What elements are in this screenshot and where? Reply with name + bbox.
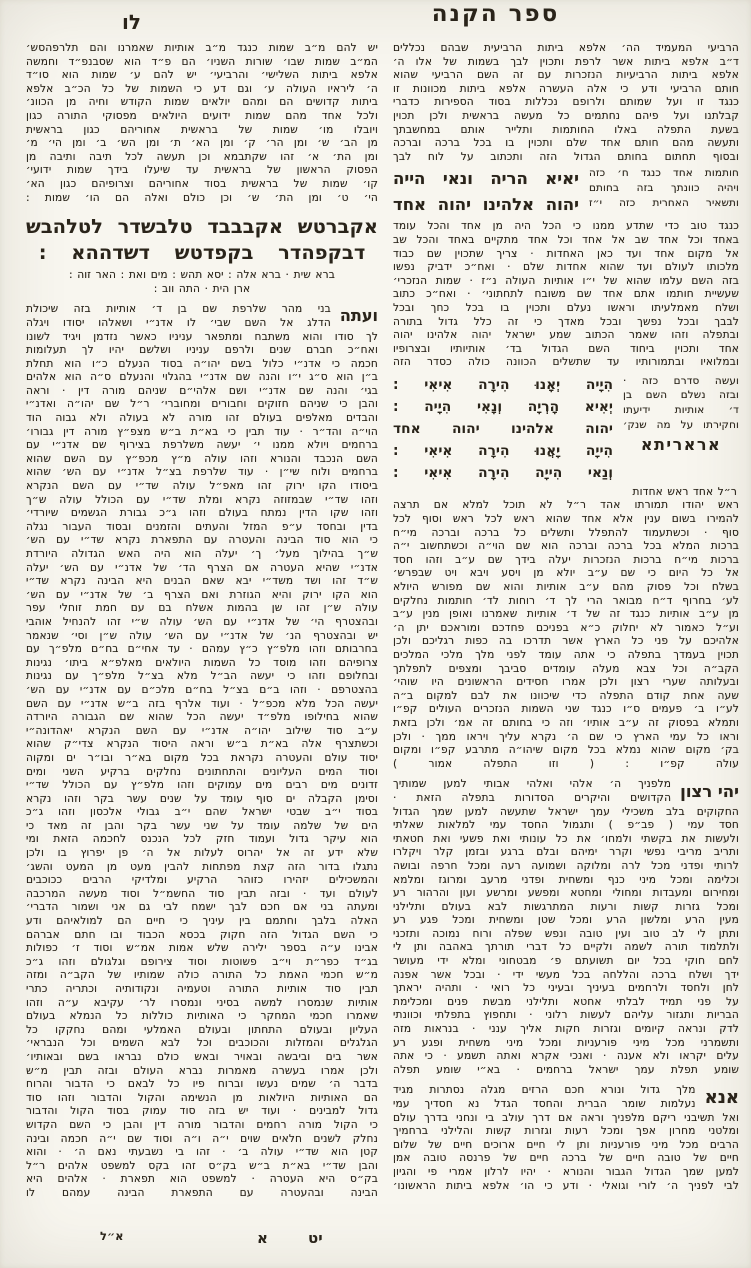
- text-line: שומע תפלת עמך ישראל ברחמים · בא״י שומע תפלה: [393, 1063, 739, 1076]
- text-line: סוף · וכשתעמוד להתפלל ותשלים כל ברכה וברכה מי״ח: [393, 526, 739, 539]
- text-line: כי הוא סוד הבינה והעטרה עם התפארת נקרא שד״י עם הש׳: [26, 534, 378, 547]
- text-line: ראש יהודו תמורתו אהד ר״ל לא תוכל למלא אם תרצה: [393, 499, 739, 512]
- text-line: הבינה ובהעטרה עם התפארת הבינה עמהם לו: [26, 1186, 378, 1199]
- text-line: הרבים מכל מיני פורעניות ותן לי חיים ארוכים חיים של שלום: [393, 1138, 739, 1151]
- ehad-body: [393, 499, 739, 771]
- text-line: להמירו בשום ענין אלא אחד שהוא ראש לכל ראש וסוף לכל: [393, 513, 739, 526]
- text-line: מלפניך ה׳ אלהי ואלהי אבותי למען שמותיך: [393, 778, 672, 791]
- text-line: עולה ש״ן זהו שן בהמות אשלח בם עם חמת זוחלי עפר: [26, 602, 378, 615]
- text-line: ותעשה מהם חותם אחד שלם ותכוין בו בכל ברכה וברכה: [393, 137, 739, 150]
- text-line: יְאִיא הָרְיָה וְנָאִי הִיָיה :: [393, 398, 613, 415]
- text-line: בדבר ה׳ שמים נעשו וברוח פיו כל לבאם כי הדבור והרוח: [26, 1078, 378, 1091]
- text-line: הקדושים והיקרים הסדורות בתפלה הזאת ·: [393, 791, 672, 804]
- text-line: ומכל גזרות קשות ורעות המתרגשות לבא בעולם ותלילני: [393, 900, 739, 913]
- text-line: אדנ״י שהיא העטרה אם הצרף הד׳ של אדנ״י עם הש׳ יעלה: [26, 561, 378, 574]
- seal-side-note: [589, 166, 739, 218]
- folio-number: לו: [122, 10, 141, 34]
- text-line: ואל תשיבני ריקם מלפניך וראה אם דרך עולב בי ונחני בדרך עולם: [393, 1111, 739, 1124]
- text-line: תבין סוד אותיות התורה וטעמיה ונקודותיה וכתריה כתרי: [26, 983, 378, 995]
- text-line: ויהיה כוונתך בזה בחותם: [589, 181, 739, 194]
- text-line: הוא עיקר גדול ועמוד חזק לכל הנכנס לחכמה הזאת ומי: [26, 833, 378, 846]
- text-line: וזהו שד״י שבמזוזה נקרא ומלת שד״י עם הכולל עולה ש״ך: [26, 493, 378, 506]
- text-line: ברחמים ולוח שי״ן · עוד שלרפת בצ״ל אדנ״י עם הש׳ שהוא: [26, 466, 378, 479]
- ehad-first-line: ר״ל אחד ראש אחדות: [632, 485, 737, 498]
- text-line: הים של שלמה עומד על שני עשר בקר והבן זה מאד כי: [26, 819, 378, 832]
- text-line: ובתפלה וזהו שאמר הכתוב שמע ישראל יהוה אלהינו יהוה: [393, 329, 739, 342]
- text-line: יהוה אלהינו יהוה אחד: [393, 420, 613, 437]
- shema-bold-lines: [393, 166, 579, 218]
- text-line: ותמלא בפסוק זה ע״ב אותיו׳ וזה כי בחותם זה אמ׳ ולכן בזאת: [393, 716, 739, 729]
- text-line: הבריות ותגזור עליהם לעשות רלוני · ותחפוץ בתפלתי וכוונתי: [393, 1009, 739, 1022]
- text-line: הִייָה יָאֲנוּ הִירָה אִיאִי :: [393, 442, 613, 459]
- text-line: והבן כי שניהם חזוקים וחבורים ומחוברי׳ ר״ל שם יהו״ה ואדנ״י: [26, 398, 378, 411]
- text-line: וחקירתו על מה שנק׳: [623, 418, 739, 431]
- text-line: מן ע״ב אותיות כנגד זה של ד׳ אותיות שאמרנו ואופן מנין ע״ב: [393, 608, 739, 621]
- text-line: ומלטני מחרון אפך ומכל רעות וגזרות קשות והלילני ברחמיך: [393, 1125, 739, 1138]
- text-line: שאמרו חכמי המחקר כי האותיות כוללות כל הנמלא בעולם: [26, 1010, 378, 1023]
- text-line: בשעת התפלה באלו החותמות ותלייר אותם במחשבתך: [393, 123, 739, 136]
- text-line: הי׳ ט׳ ומן הת׳ ש׳ וכן כולם ואלה הם הו׳ שמות :: [26, 191, 378, 204]
- text-line: הִיָיה יְאָנוּ הִירָה אִיאִי :: [393, 376, 613, 393]
- veata-body: [26, 331, 378, 1201]
- text-line: אלהיכם על פני כל הארץ אשר תדרכו בה כפות רגליכם ולכן: [393, 635, 739, 648]
- cipher-heading-line1: אקברטש אקבבבד טלבשדר לטלהבש: [26, 215, 378, 239]
- text-line: יש להם מ״ב שמות כנגד מ״ב אותיות שאמרנו והם תלרפהסש׳: [26, 42, 378, 54]
- right-opening-paragraph: [393, 42, 739, 164]
- text-line: לך סודו והוא משתבח ומתפאר עניניו כאשר נזדמן ויגיד לשונו: [26, 330, 378, 343]
- text-line: בשלח וכל פסוק מהם ע״ב אותיות והוא שם מפורש היולא: [393, 581, 739, 594]
- text-line: על פני תמיד לבלתי אחטא ותלילני מבשת פנים ומכלימת: [393, 995, 739, 1008]
- quire-signature: יט: [308, 1229, 323, 1247]
- yehi-ratzon-prayer: [393, 778, 739, 1077]
- text-line: החקוקים בלב משכילי עמך ישראל שתעשה למען שמך הגדול: [393, 805, 739, 818]
- text-line: ביתות קדושים הם ומהם יולאים שמות הקודש וחיה מן הכוונ׳: [26, 96, 378, 109]
- text-line: אל כל היום כי שם ע״ב יולא מן ויסע ויבא ויט שבפרש׳: [393, 567, 739, 580]
- permutation-side-lines: [623, 374, 739, 432]
- text-line: תכוין בעמדך בתפלה כי אתה עומד לפני מלך מלכי המלכים: [393, 649, 739, 661]
- text-line: בסוד י״ב שבטי ישראל שהם י״ב גבולי אלכסון וזהו ג״כ: [26, 806, 378, 819]
- text-line: שהוא בחילופו מלפ״ד יעשה הכל שהוא שם הגבורה היורדה: [26, 711, 378, 724]
- text-line: ד״ב אלפא ביתות אשר לרפת ותכוין לבך בשמות של אלו ה׳: [393, 55, 739, 68]
- page-title: ספר הקנה: [431, 1, 560, 27]
- text-line: אשר בים וביבשה ובאויר ובאש כולם נבראו בשם ובאותיו׳: [26, 1050, 378, 1063]
- text-line: זדונים מים רבים מים עמוקים וזהו מלפ״ץ עם הכולל שד״י: [26, 779, 378, 792]
- text-line: הדלג אל השם שבי׳ לו אדנ״י ושאלהו יסודו ויגלה: [26, 316, 331, 329]
- text-line: ואח״כ חברם שנים ולרפם עניניו ושלשם יהיו לך תעלומות: [26, 344, 378, 357]
- text-line: מלכותו לעולם ועד שהוא אחדות שלם · ואח״כ ידביק נפשו: [393, 261, 739, 274]
- text-line: יש ובהצטרף הנ׳ של אדנ״י עם הש׳ עולה ש״ן וסי׳ שנאמר: [26, 629, 378, 642]
- text-line: ברחמים ויולא ממנו י׳ יעשה משלרפת בצירוף שם אדנ״י עם: [26, 439, 378, 452]
- text-line: מן הב׳ ש׳ ומן הר׳ ק׳ ומן הא׳ ת׳ ומן הש׳ ב׳ ומן הי׳ מ׳: [26, 137, 378, 150]
- text-line: קטן הוא שד״י עולה ב׳ · זהו בי נשבעתי נאם ה׳ · והוא: [26, 1146, 378, 1159]
- text-line: כנגד זו ועל שמותם ולרופם נכללות בסוד הספירות כדברי: [393, 96, 739, 109]
- text-line: ושלח מאמלעיתו וראשו נעלם ותכוין בו בכל כחך ובכל: [393, 301, 739, 314]
- text-line: בני מהר שלרפת שם בן ד׳ אותיות בזה שיכולת: [26, 303, 331, 316]
- text-line: הוי״ה והד״ר · עוד תבין כי בא״ת ב״ש מצפ״ץ מורה דין גבורו׳: [26, 425, 378, 438]
- left-column: [26, 42, 378, 1201]
- text-line: אל מקום אחד ועד כאן האחדות · צריך שתכוין שם כבוד: [393, 247, 739, 260]
- text-line: למען שמך הגדול הגבור והנורא · יהיו לרלון אמרי פי והגיון: [393, 1165, 739, 1178]
- text-line: חותמות אחד כנגד ח׳ כזה: [589, 167, 739, 180]
- text-line: ש״ך בהילוך מעל׳ ך׳ יעלה הוא היה האש הגדולה היורדת: [26, 548, 378, 560]
- text-line: נתגלו בדור הזה קצת מפתחות להבין מעט מן המעט והשג׳: [26, 860, 378, 873]
- text-line: ד׳ אותיות ידיעתו: [623, 404, 739, 417]
- cipher-heading: [26, 215, 378, 264]
- text-line: עלים יקראו ולא אענה · ואנכי אקרא ואתה תשמע · כי אתה: [393, 1050, 739, 1063]
- text-line: הרביעי המעמיד הה׳ אלפא ביתות הרביעית שבהם נכללים: [393, 42, 739, 54]
- text-line: ידך ושלח ברכה והללחה בכל מעשי ידי · ובכל אשר אפנה: [393, 968, 739, 981]
- text-line: וכשתצרף אלה בא״ת ב״ש וראה היסוד הנקרא צדי״ק שהוא: [26, 738, 378, 751]
- text-line: וסימן הקבלה ים סוף עומד על שנים עשר בקר וזהו נקרא: [26, 792, 378, 805]
- yehi-ratzon-intro: [393, 778, 671, 805]
- text-line: ולכל אחד מהם שמות ידועים היולאים מפסוקי התורה כגון: [26, 109, 378, 122]
- permutation-side-note: [623, 374, 739, 484]
- text-line: ותתן לי לב טוב ועין טובה ונפש שפלה ורוח נמוכה ותזכני: [393, 927, 739, 940]
- text-line: וסוד המים העליונים והתחתונים נחלקים ברקיע השני ומים: [26, 765, 378, 778]
- text-line: צרופיהם וזהו מוסד כל השמות היולאים מאלפ״א ביתו׳ נגינות: [26, 656, 378, 669]
- text-line: ותריב מריבי נפשי וקרר ימיהם ובלם ברגע ובזמן קלר ויקלרו: [393, 846, 739, 859]
- text-line: ומחירום ומעבדות ומחולי ומחטא ומפשע ומרשע ועון והרהור רע: [393, 887, 739, 900]
- ararita-heading: אראריתא: [640, 435, 722, 455]
- permutation-lines: [393, 374, 613, 484]
- text-line: לחן ולחסד ולרחמים בעיניך ובעיני כל רואי · ותהיה יראתך: [393, 982, 739, 995]
- ana-body: [393, 1112, 739, 1194]
- text-line: חותם הרביעי ודע כי אלה העשרה אלפא ביתות מכוונות זו: [393, 82, 739, 95]
- sheet-signature: א: [257, 1229, 268, 1247]
- text-line: כי הקול מורה רחמים והדבור מורה דין והבן כי השם הקדוש: [26, 1118, 378, 1131]
- text-line: ויובלו מו׳ שמות של בראשית אחוריהם כגון בראשית: [26, 123, 378, 136]
- text-line: ביסודו הקו ירוק זהו מאפ״ל עולה שד״י עם השם הנקרא: [26, 480, 378, 493]
- text-line: אלפא ביתות הרביעיות הנזכרות עם זה השם הרביעי שהוא: [393, 69, 739, 82]
- veata-intro: [26, 303, 331, 330]
- text-line: בזה השם עלמו שהוא של י״ו אותיות העולה נ״ז · שמות הנזכרי׳: [393, 274, 739, 287]
- text-line: בג״ד כפר״ת וי״ב פשוטות וסוד צירופם וגלגולם וזהו ג״כ: [26, 955, 378, 968]
- text-line: בגי׳ והנה שם אדנ״י ושם אלהי״ם שניהם מורה דין · וראה: [26, 384, 378, 397]
- text-line: מ״ש חכמי האמת כל התורה כולה שמותיו של הקב״ה ומזה: [26, 969, 378, 982]
- text-line: לרותי ופדני מכל לרה ומלוקה ושמועה רעה ומכל חרפה ובושה: [393, 859, 739, 872]
- ehad-paragraph: [393, 486, 739, 771]
- text-line: לדק ונראה קיומים וגזרות חקות אליך ענני · בנראות מזה: [393, 1023, 739, 1036]
- text-line: לע׳ בחרוף ד״ח מבואר הרי לך ד׳ רוחות לד׳ חותמות נחלקים: [393, 594, 739, 607]
- left-opening-paragraph: [26, 42, 378, 205]
- text-line: הגלגלים והמזלות והכוכבים וכל לבא השמים וכל הנבראי׳: [26, 1037, 378, 1050]
- text-line: ועשה סדרם כזה ·: [623, 374, 739, 387]
- ana-prayer: [393, 1084, 739, 1193]
- yehi-ratzon-body: [393, 806, 739, 1078]
- text-line: בדין ובחסד ע״פ המזל והעתים והזמנים ובסוד העבור נגלה: [26, 520, 378, 533]
- text-line: ומן הת׳ א׳ זהו שקתבמא וכן תעשה לכל תיבה ותיבה מן: [26, 150, 378, 163]
- text-line: שעשיית חותמו אתם אחד שם משובח לתחתוני׳ · ואח״כ כתוב: [393, 288, 739, 301]
- text-line: וזהו שקו הדין נמתח בעולם וזהו ג״כ גבורת הגשמים שיורדי׳: [26, 507, 378, 520]
- text-line: בק״ס היא העטרה · למשפט הוא תפארת · אלהים היא: [26, 1173, 378, 1186]
- text-line: עולה קפ״ו : ( וזו התפלה אמור ): [393, 757, 739, 770]
- text-line: בק׳ מקום שהוא נמלא בכל מקום שיהו״ה מתרבע קפ״ו ומקום: [393, 744, 739, 757]
- text-line: הפסוק הראשון של בראשית עד שיעלו בידך שמות ידועי׳: [26, 164, 378, 177]
- cipher-heading-line2: דבקפהדר בקפדטש דשדההא :: [38, 241, 366, 265]
- ana-intro: [393, 1084, 696, 1111]
- text-line: לע״ו ב׳ פעמים ס״ו כנגד שני השמות הנזכרים העולים קפ״ו: [393, 703, 739, 716]
- text-columns: [26, 42, 739, 1201]
- cipher-subtitle-line2: ארן הית · התה ווב :: [153, 282, 251, 295]
- text-line: והבדים מאלפים בעולם זהו מורה לא בעולה ולא גבוה הוד: [26, 412, 378, 425]
- text-line: ש״ד זהו ושד משד״י יבא שאם הבנים היא הבינה נקרא שד״י: [26, 575, 378, 588]
- text-line: אבינו ע״ה בספר ילירה שלש אמות אמ״ש וסוד ז׳ כפולות: [26, 942, 378, 955]
- text-line: ובזה נשלם השם בן: [623, 389, 739, 402]
- catchword: א״ל: [100, 1229, 124, 1243]
- text-line: ה׳ ליראיו העולה ע׳ וגם דע כי השמות של כל הכ״ב אלפא: [26, 82, 378, 95]
- text-line: ובמלואיו ובתמורותיו עד שתשלים הכוונה כולה כסדר הזה: [393, 356, 739, 369]
- text-line: והמשכילים יזהירו כזוהר הרקיע ומלדיקי הרבים ככוכבים: [26, 874, 378, 887]
- text-line: יאיא הריה ונאי הייה: [393, 169, 579, 189]
- text-line: העליון ובעולם התחתון ובעולם האמלעי ומהם נחקקו כל: [26, 1023, 378, 1036]
- text-line: וראו כל עמי הארץ כי שם ה׳ נקרא עליך ויראו ממך · ולכן: [393, 730, 739, 743]
- text-line: לעולם ועד · ובזה תבין סוד החשמ״ל וסוד מעשה המרכבה: [26, 887, 378, 900]
- text-line: ובחלופם וזהו כי יעשה הב״ל מלא בצ״ל מלפ״ך עם נגינות: [26, 670, 378, 683]
- text-line: נחלק לשנים חלאים שוים י״ה ו״ה וסוד שם י״ה חכמה ובינה: [26, 1132, 378, 1145]
- text-line: וכלימה ומכל מיני כנף ומשחית ופדני מרעב ומרוגז ומלמא: [393, 873, 739, 886]
- text-line: כי השם הגדול הזה חקוק בכסא הכבוד ובו חתם אברהם: [26, 928, 378, 941]
- text-line: באחד וכל אחד שב אל אחד וכל אחד מתקיים באחד והכל שב: [393, 233, 739, 246]
- text-line: ע״ב סוד שילוב יהו״ה אדנ״י עם השם הנקרא יאהדונה״י: [26, 724, 378, 737]
- text-line: לבי לפניך ה׳ לורי וגואלי · ודע כי הו׳ אלפא ביתות הראשונו׳: [393, 1179, 739, 1192]
- seal-names-block: [393, 166, 739, 218]
- text-line: ברכות המלא בכל ברכה וברכה הוא שם הוי״ה וכשתחשוב י״ה: [393, 540, 739, 553]
- text-line: וְנַאי הִייָה הִירָה אִיאִי :: [393, 464, 613, 481]
- text-line: שלא ידע זה אל יהרוס לעלות אל ה׳ פן יפרוץ בו ולכן: [26, 847, 378, 860]
- text-line: בהצטרפם · וזהו ב״ם בצ״ל בח״ם מלכ״ם עם אדנ״י עם הש׳: [26, 683, 378, 696]
- ana-lead: אנא: [704, 1087, 739, 1109]
- text-line: יעשה הכל מלא מכפ״ל · ועוד אלרף בזה ב״ש אדנ״י עם השם: [26, 697, 378, 710]
- text-line: חכמה כי אדנ״י כלול בשם יהו״ה בסוד הנעלם כ״ו הוא תחלת: [26, 357, 378, 370]
- text-line: מעין הרע ומלשון הרע ומכל שטן ומשחית ומכל פגע רע: [393, 914, 739, 927]
- text-line: חסד עמי ( פב״פ ) ותגמול החסד עמי למלאות שאלתי: [393, 819, 739, 832]
- text-line: ומעתה בני אם חכם לבך ישמח לבי גם אני ושמור הדברי׳: [26, 901, 378, 914]
- text-line: גדול למבינים · ועוד יש בזה סוד עמוק בסוד הקול והדבור: [26, 1105, 378, 1118]
- permutation-table: [393, 374, 739, 484]
- text-line: קו׳ שמות של בראשית בסוד אחוריהם וצרופיהם כגון הא׳: [26, 177, 378, 190]
- veata-lead: ועתה: [339, 306, 378, 326]
- text-line: הוא הקו ירוק והיא הגוזרת ואם הצרף ב׳ של אדנ״י עם הש׳: [26, 588, 378, 601]
- text-line: חיים של טובה חיים של ברכה חיים של פרנסה טובה אמן: [393, 1152, 739, 1165]
- text-line: לחם חוקי בכל יום תשועתם פ׳ מבטחוני ומלא ידי מעושר: [393, 955, 739, 968]
- text-line: ובסוף תחתום בחותם הגדול הזה ותכתוב על לוח לבך: [393, 150, 739, 163]
- text-line: האלה בלבך וחתמם בין עיניך כי חיים הם למולאיהם ודע: [26, 915, 378, 928]
- text-line: ולכן אמרו בעשרה מאמרות נברא העולם ובזה תבין מ״ש: [26, 1064, 378, 1077]
- text-line: השם הנכבד והנורא וזהו עולה מ״ץ מכפ״ץ עם השם שהוא: [26, 452, 378, 465]
- text-line: אחד ותכוין ביחוד השם הגדול בד׳ אותיותיו ובצרופיו: [393, 342, 739, 355]
- text-line: ב״ן הוא ס״ג י״ו והנה שם אדנ״י בהגלוי והנעלם ס״ה הוא אלהים: [26, 371, 378, 384]
- text-line: ולעשות את בקשתי ולמחו׳ את כל עונותי ואת פשעי ואת חטאתי: [393, 832, 739, 845]
- text-line: אותיות שנמסרו למשה בסיני ונמסרו לר׳ עקיבא ע״ה וזהו: [26, 996, 378, 1009]
- text-line: בחרבותם וזהו מלפ״ץ כ״ץ עמהם · עד אחי״ם בח״ם מלפ״ך עם: [26, 643, 378, 656]
- yehi-ratzon-lead: יהי רצון: [680, 782, 739, 802]
- text-line: ותשאיר האחרית כזה י״ז: [589, 196, 739, 209]
- text-line: אלפא ביתות השלישי׳ והרביעי׳ יש להם ע׳ שמות הוא סו״ד: [26, 69, 378, 82]
- text-line: יסוד עולם והעטרה נקראת בכל מקום בא״ר ובו״ר ים ומקוה: [26, 751, 378, 764]
- text-line: וע״ל כאמור לא יחלוק כ״א בפניכם פחדכם ומוראכם יתן ה׳: [393, 621, 739, 634]
- text-line: נעלמות שומר הברית והחסד הגדל נא חסדיך עמי: [393, 1098, 696, 1110]
- veata-paragraph: [26, 303, 378, 1200]
- text-line: ותשמרני מכל מיני פורעניות ומכל מיני משחית ופגע רע: [393, 1036, 739, 1049]
- cipher-subtitle-line1: ברא שית · ברא אלה : יסא תהש : מים ואת : האר זוה :: [68, 269, 336, 282]
- text-line: לבבך ובכל נפשך ובכל מאדך כי זה כלל גדול בתורה: [393, 315, 739, 328]
- text-line: והבן שד״י בא״ת ב״ש בק״ס זהו בקס למשפט אלהים ר״ל: [26, 1159, 378, 1172]
- text-line: ובעלותה שערי רצון ולכן אמרו חסידים הראשונים היו שוהי׳: [393, 676, 739, 689]
- unity-paragraph: [393, 220, 739, 370]
- text-line: שעה אחת קודם התפלה כדי שיכוונו את לבם למקום ב״ה: [393, 689, 739, 702]
- text-line: קבלתנו ועל פיהם נחתמים כל מעשה בראשית ולכן תכוין: [393, 109, 739, 122]
- text-line: כנגד טוב כדי שתדע ממנו כי הכל היה מן אחד והכל עומד: [393, 220, 739, 233]
- text-line: ולתלמוד תורה לשמה ולקיים כל דברי תורתך באהבה ותן לי: [393, 941, 739, 954]
- text-line: ברכות מי״ח ברכות הנזכרות יעלה בידך שם ע״ב וזהו חסד: [393, 553, 739, 566]
- text-line: מלך גדול ונורא חכם הרזים מגלה נסתרות מגיד: [393, 1084, 696, 1097]
- text-line: יהוה אלהינו יהוה אחד: [393, 195, 579, 215]
- text-line: הקב״ה וכל צבא מעלה עומדים סביבך ומצפים לתפלתך: [393, 662, 739, 675]
- cipher-subtitle: [26, 269, 378, 296]
- right-column: [393, 42, 739, 1201]
- text-line: ובהצטרף הי׳ של אדנ״י עם הש׳ עולה ש״י זהו להנחיל אוהבי: [26, 615, 378, 628]
- text-line: המ״ב שמות שבו׳ שורות השניו׳ הם פ״ד הוא שסבנפ״ד וחמשה: [26, 55, 378, 68]
- text-line: הם האותיות היולאות מן הנשימה והקול והדבור וזהו סוד: [26, 1091, 378, 1104]
